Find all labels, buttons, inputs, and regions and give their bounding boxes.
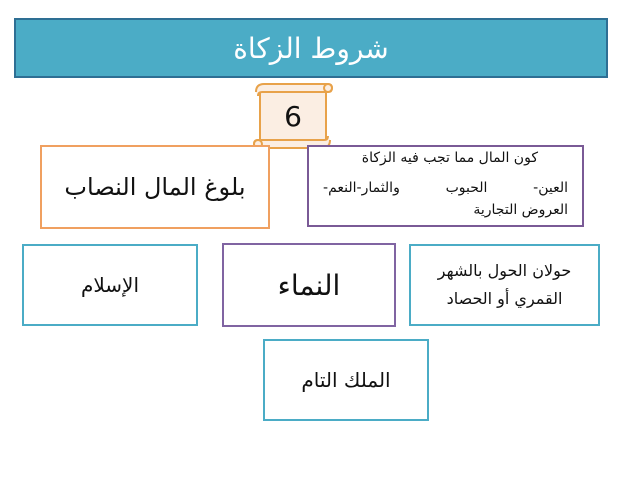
growth-condition-box	[222, 243, 396, 327]
hawl-line-2: القمري أو الحصاد	[446, 289, 563, 308]
hawl-line-1: حولان الحول بالشهر	[437, 261, 572, 280]
zakatable-wealth-footer: العروض التجارية	[473, 202, 568, 218]
ownership-text: الملك التام	[301, 368, 391, 392]
ownership-condition-box	[263, 339, 429, 421]
hawl-condition-box	[409, 244, 600, 326]
slide-title: شروط الزكاة	[14, 18, 608, 78]
zakatable-wealth-header: كون المال مما تجب فيه الزكاة	[361, 150, 538, 166]
number-scroll	[250, 80, 336, 152]
zakatable-wealth-items	[323, 177, 568, 199]
zakatable-wealth-box	[307, 145, 584, 227]
islam-text: الإسلام	[80, 273, 140, 297]
conditions-count: 6	[284, 99, 302, 133]
nisab-text: بلوغ المال النصاب	[64, 173, 246, 201]
nisab-condition-box	[40, 145, 270, 229]
wealth-type-item: الحبوب	[445, 180, 488, 196]
wealth-type-item: والثمار-النعم-	[323, 180, 400, 196]
islam-condition-box	[22, 244, 198, 326]
wealth-type-item: العين-	[533, 180, 568, 196]
growth-text: النماء	[277, 268, 341, 302]
